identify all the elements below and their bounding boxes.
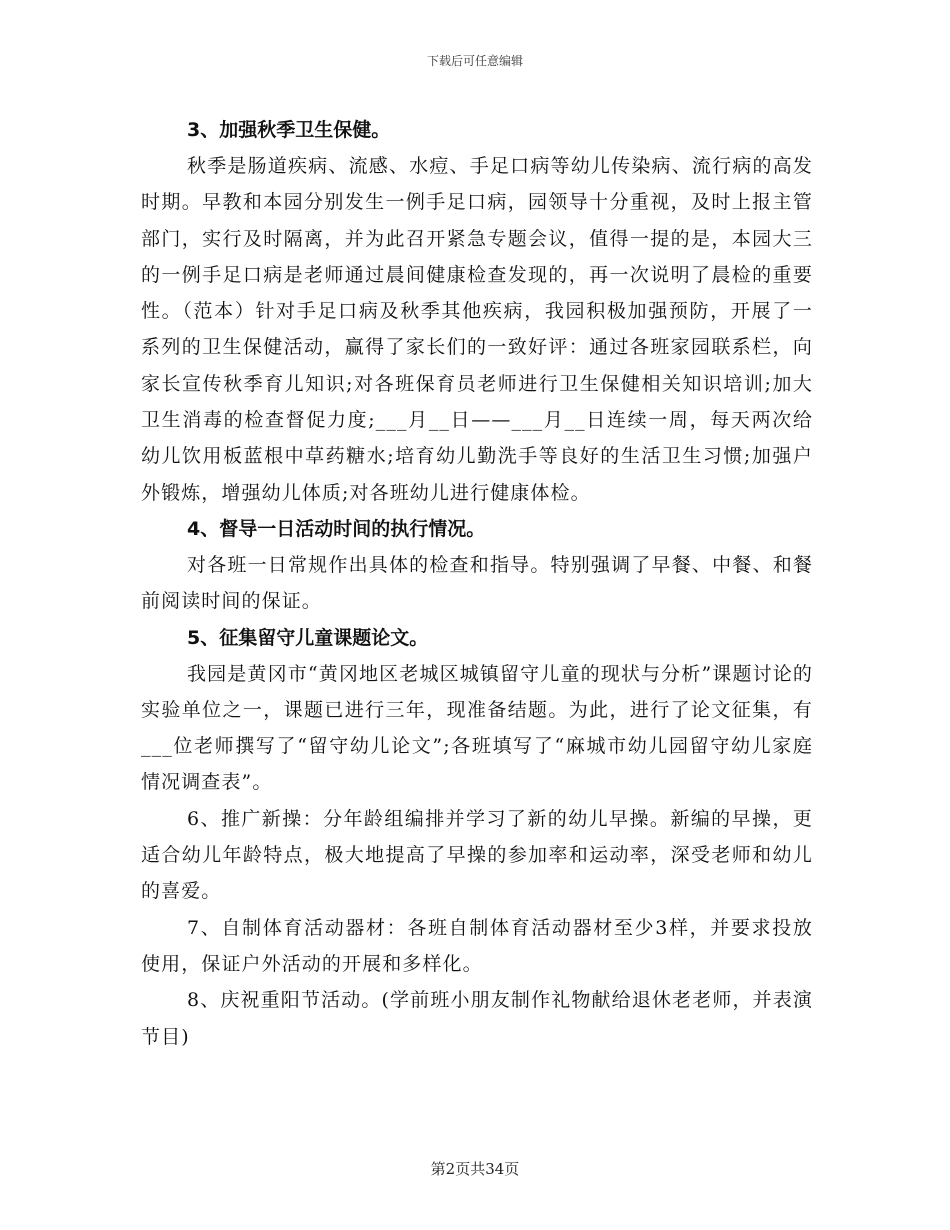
paragraph-new-exercise: 6、推广新操：分年龄组编排并学习了新的幼儿早操。新编的早操，更适合幼儿年龄特点，极大地提高了早操的参加率和运动率，深受老师和幼儿的喜爱。 <box>141 807 813 903</box>
paragraph-left-behind-children: 我园是黄冈市“黄冈地区老城区城镇留守儿童的现状与分析”课题讨论的实验单位之一，课题已进行三年，现准备结题。为此，进行了论文征集，有___位老师撰写了“留守幼儿论文”;各班填写了“麻城市幼儿园留守幼儿家庭情况调查表”。 <box>141 662 813 794</box>
document-body <box>141 112 813 1055</box>
page-header: 下载后可任意编辑 <box>426 54 523 68</box>
paragraph-daily-routine: 对各班一日常规作出具体的检查和指导。特别强调了早餐、中餐、和餐前阅读时间的保证。 <box>141 553 813 613</box>
paragraph-double-ninth: 8、庆祝重阳节活动。(学前班小朋友制作礼物献给退休老老师，并表演节目) <box>141 989 813 1048</box>
section-heading-5: 5、征集留守儿童课题论文。 <box>187 626 429 649</box>
section-heading-4: 4、督导一日活动时间的执行情况。 <box>187 517 486 540</box>
page-footer: 第2页共34页 <box>430 1160 520 1178</box>
paragraph-autumn-health: 秋季是肠道疾病、流感、水痘、手足口病等幼儿传染病、流行病的高发时期。早教和本园分别发生一例手足口病，园领导十分重视，及时上报主管部门，实行及时隔离，并为此召开紧急专题会议，值得一提的是，本园大三的一例手足口病是老师通过晨间健康检查发现的，再一次说明了晨检的重要性。（范本）针对手足口病及秋季其他疾病，我园积极加强预防，开展了一系列的卫生保健活动，赢得了家长们的一致好评：通过各班家园联系栏，向家长宣传秋季育儿知识;对各班保育员老师进行卫生保健相关知识培训;加大卫生消毒的检查督促力度;___月__日——___月__日连续一周，每天两次给幼儿饮用板蓝根中草药糖水;培育幼儿勤洗手等良好的生活卫生习惯;加强户外锻炼，增强幼儿体质;对各班幼儿进行健康体检。 <box>141 155 813 504</box>
paragraph-sports-equipment: 7、自制体育活动器材：各班自制体育活动器材至少3样，并要求投放使用，保证户外活动的开展和多样化。 <box>141 916 813 975</box>
section-heading-3: 3、加强秋季卫生保健。 <box>187 119 391 141</box>
